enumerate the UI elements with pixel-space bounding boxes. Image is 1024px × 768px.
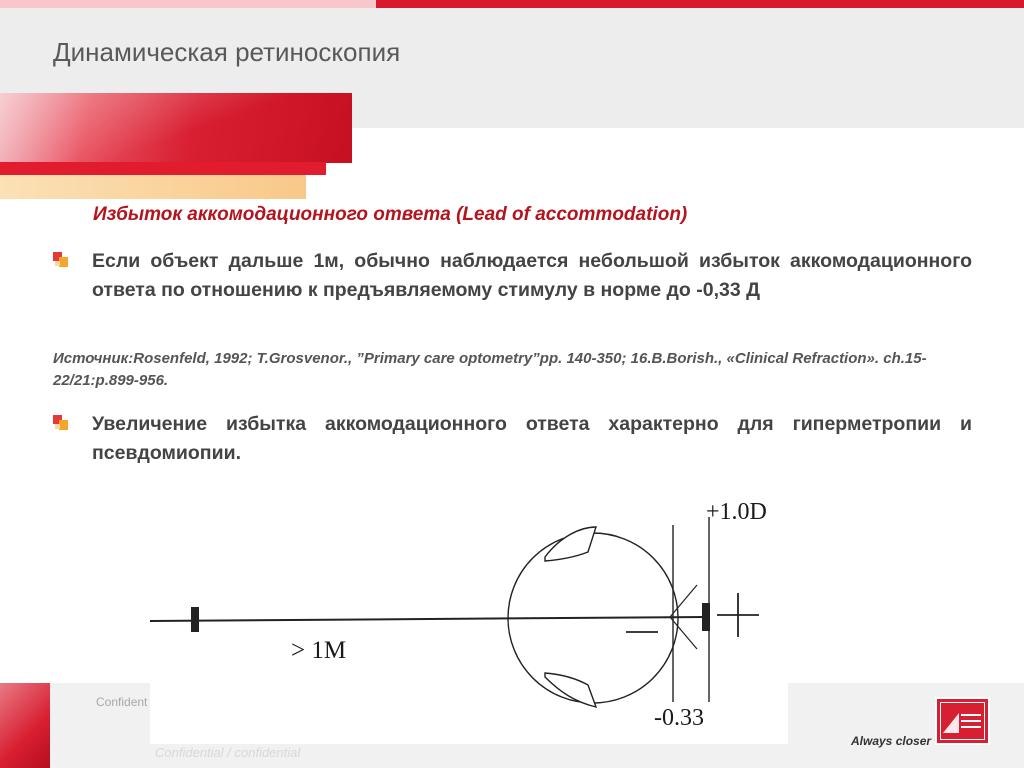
ray-upper	[670, 585, 697, 617]
bullet-text-1: Если объект дальше 1м, обычно наблюдается небольшой избыток аккомодационного ответа по отношению к предъявляемому стимулу в норме до -0,33 Д	[92, 250, 972, 301]
confidential-label: Confident	[96, 695, 148, 709]
optical-axis-line	[150, 617, 706, 621]
slide-subtitle: Избыток аккомодационного ответа (Lead of accommodation)	[93, 204, 688, 225]
confidential-overlay-label: Confidential / confidential	[155, 745, 301, 760]
decorative-band-orange	[0, 175, 306, 199]
header-accent-line	[376, 0, 1024, 8]
header-accent-line-light	[0, 0, 376, 8]
minus-diopter-label: -0.33	[654, 705, 704, 731]
upper-lid-shape	[545, 527, 596, 561]
bullet-text-2: Увеличение избытка аккомодационного ответа характерно для гиперметропии и псевдомиопии.	[92, 413, 972, 464]
decorative-band-red	[0, 162, 326, 175]
retinoscopy-diagram	[150, 497, 788, 744]
distance-label: > 1M	[291, 637, 347, 664]
plus-diopter-label: +1.0D	[706, 499, 767, 525]
footer-slogan: Always closer	[851, 734, 932, 748]
bullet-icon	[53, 252, 69, 268]
retinoscope-marker	[702, 603, 710, 631]
bullet-icon	[53, 415, 69, 431]
source-citation: Источник:Rosenfeld, 1992; T.Grosvenor., ”Primary care optometry”pp. 140-350; 16.B.Borish., «Clinical Refraction». ch.15-22/21:p.899-956.	[53, 350, 927, 389]
slide-title: Динамическая ретиноскопия	[53, 37, 401, 67]
brand-logo	[935, 697, 990, 745]
footer-accent	[0, 683, 50, 768]
decorative-band-highlight	[0, 93, 352, 163]
lower-lid-shape	[545, 673, 596, 707]
target-marker	[191, 607, 199, 632]
